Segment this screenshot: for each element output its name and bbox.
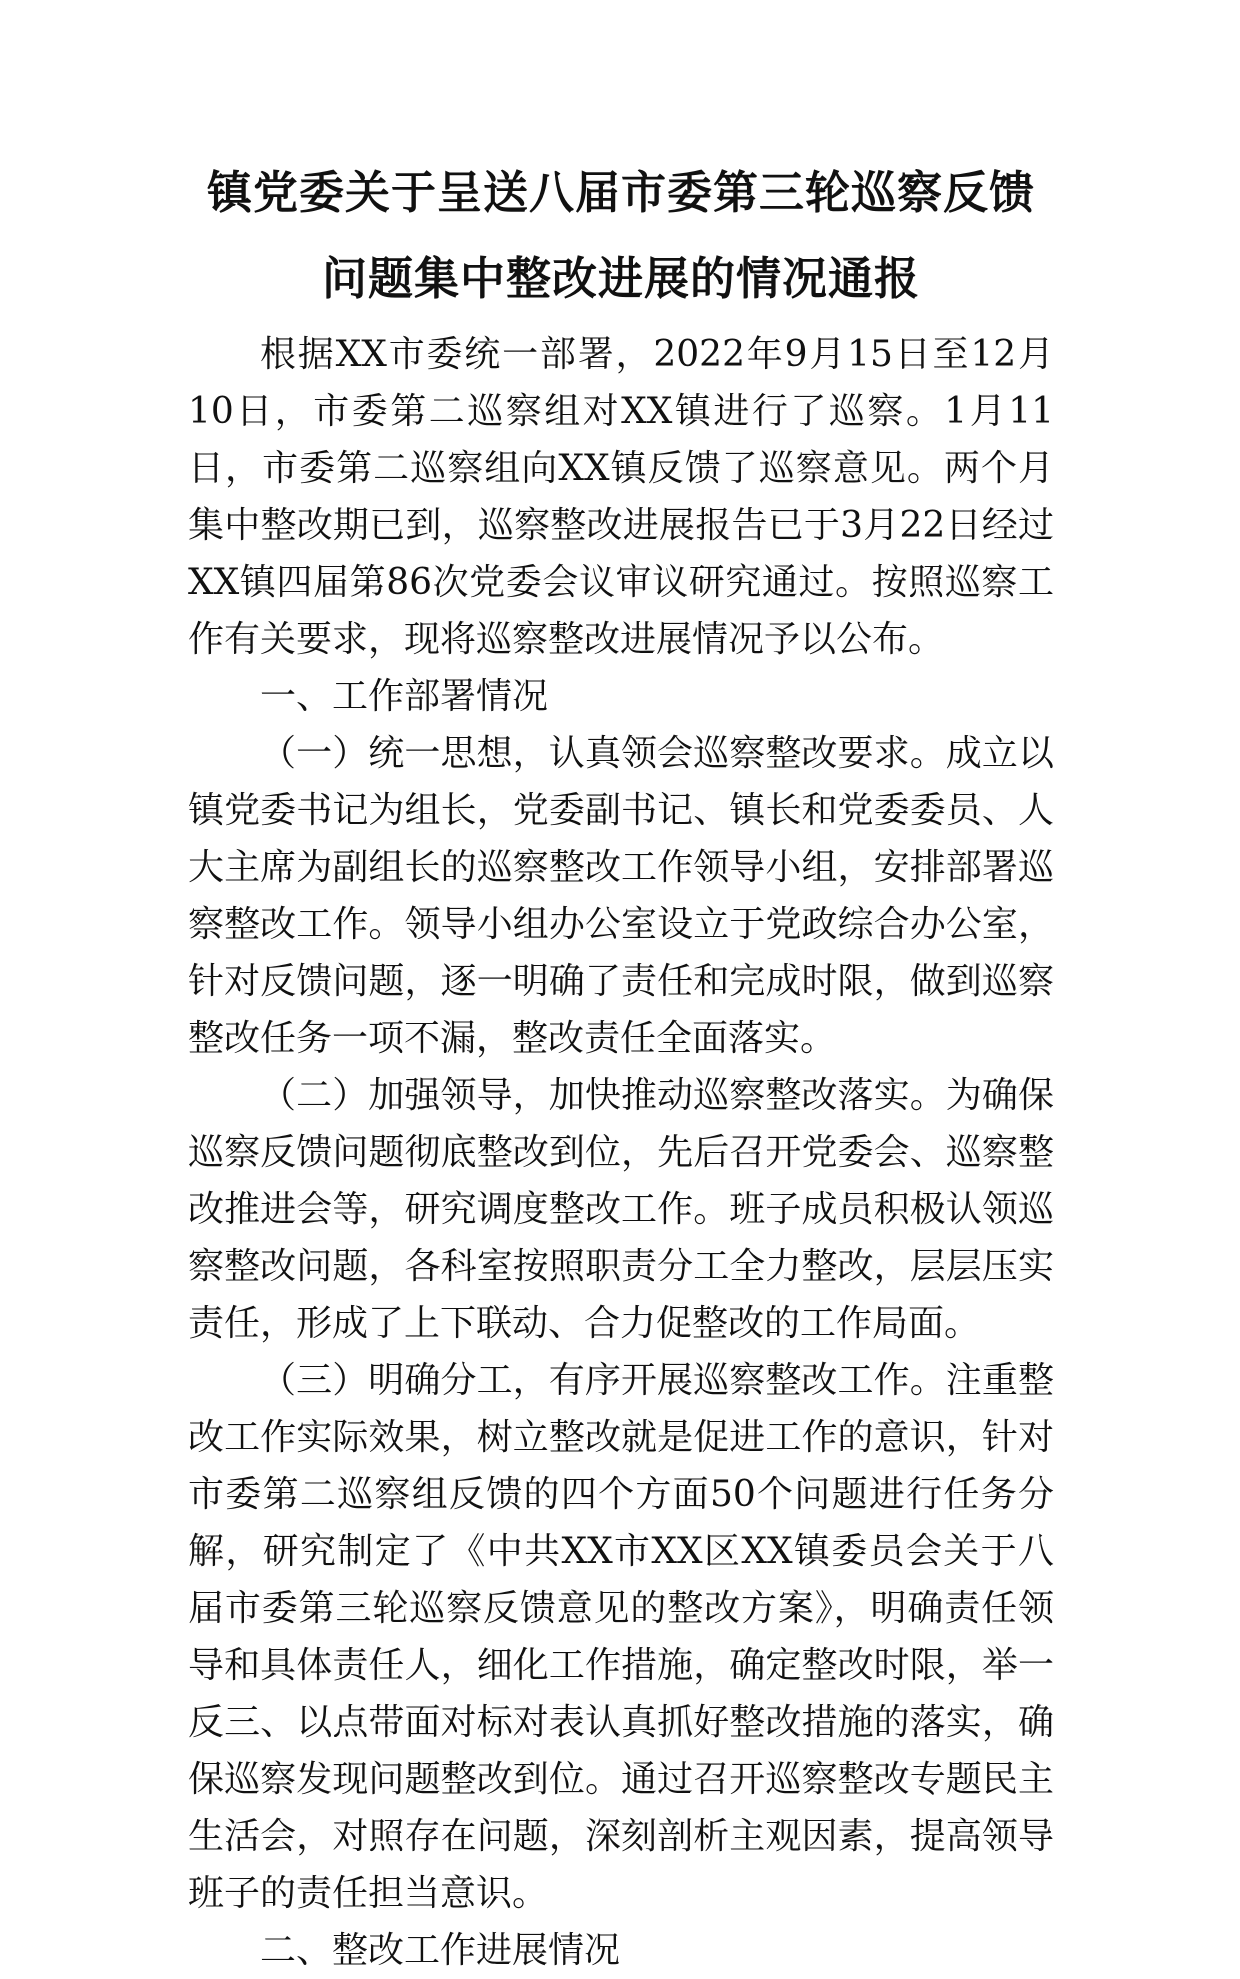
document-body bbox=[188, 326, 1054, 1979]
document-page bbox=[188, 150, 1054, 1979]
paragraph-1-2: （二）加强领导，加快推动巡察整改落实。为确保巡察反馈问题彻底整改到位，先后召开党委会、巡察整改推进会等，研究调度整改工作。班子成员积极认领巡察整改问题，各科室按照职责分工全力整改，层层压实责任，形成了上下联动、合力促整改的工作局面。 bbox=[188, 1075, 1054, 1344]
paragraph-1-3: （三）明确分工，有序开展巡察整改工作。注重整改工作实际效果，树立整改就是促进工作的意识，针对市委第二巡察组反馈的四个方面50个问题进行任务分解，研究制定了《中共XX市XX区XX镇委员会关于八届市委第三轮巡察反馈意见的整改方案》，明确责任领导和具体责任人，细化工作措施，确定整改时限，举一反三、以点带面对标对表认真抓好整改措施的落实，确保巡察发现问题整改到位。通过召开巡察整改专题民主生活会，对照存在问题，深刻剖析主观因素，提高领导班子的责任担当意识。 bbox=[188, 1360, 1054, 1914]
title-line-1: 镇党委关于呈送八届市委第三轮巡察反馈 bbox=[206, 166, 1035, 219]
section-heading-1: 一、工作部署情况 bbox=[260, 676, 549, 717]
paragraph-1-1: （一）统一思想，认真领会巡察整改要求。成立以镇党委书记为组长，党委副书记、镇长和党委委员、人大主席为副组长的巡察整改工作领导小组，安排部署巡察整改工作。领导小组办公室设立于党政综合办公室，针对反馈问题，逐一明确了责任和完成时限，做到巡察整改任务一项不漏，整改责任全面落实。 bbox=[188, 733, 1054, 1059]
intro-paragraph: 根据XX市委统一部署，2022年9月15日至12月10日，市委第二巡察组对XX镇进行了巡察。1月11日，市委第二巡察组向XX镇反馈了巡察意见。两个月集中整改期已到，巡察整改进展报告已于3月22日经过XX镇四届第86次党委会议审议研究通过。按照巡察工作有关要求，现将巡察整改进展情况予以公布。 bbox=[188, 334, 1054, 660]
title-line-2: 问题集中整改进展的情况通报 bbox=[321, 252, 920, 305]
section-heading-2: 二、整改工作进展情况 bbox=[260, 1930, 621, 1971]
document-title bbox=[188, 150, 1054, 322]
